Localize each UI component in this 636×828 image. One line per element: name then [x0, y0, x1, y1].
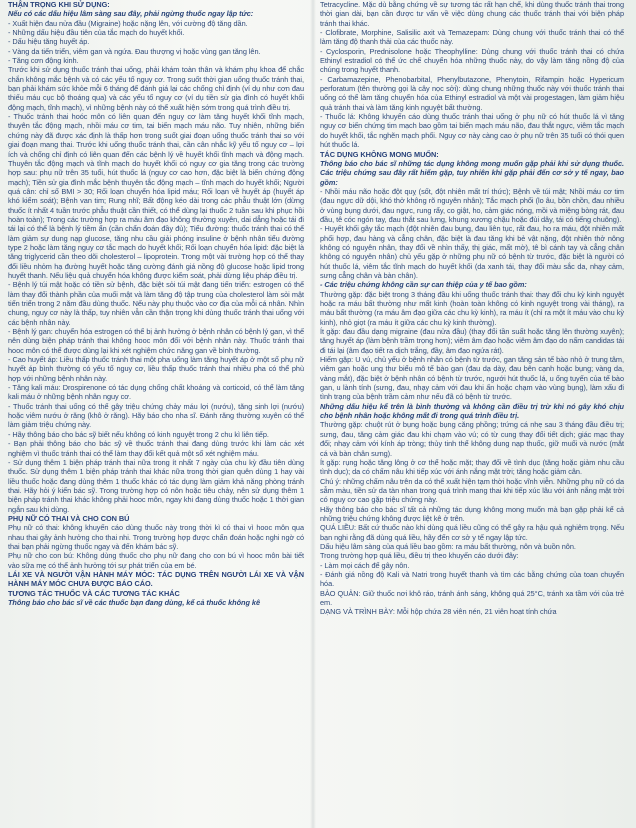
paragraph: Thường gặp: đặc biệt trong 3 tháng đầu khi uống thuốc tránh thai: thay đổi chu kỳ kinh nguyệt hoặc ra máu bất thường như mất kinh (hoàn toàn không có kinh nguyệt trong vài tháng), ra máu bất thường (ra máu âm đạo giữa các chu kỳ kinh), ra máu ít (chỉ ra một ít máu vào chu kỳ kinh), nhỏ giọt (ra máu ít giữa các chu kỳ kinh thường).: [320, 289, 624, 327]
paragraph: Hiếm gặp: U vú, chủ yếu ở bệnh nhân có bệnh từ trước, gan tăng sản tế bào nhỏ ở trung tâm, viêm gan hoặc ung thư biểu mô tế bào gan (đau dạ dày, đau bên cạnh hoặc bụng; vàng da, vàng mắt), đặc biệt ở bệnh nhân có bệnh từ trước, ngưới hút thuốc lá, u ống tuyến của tế bào gan, u lành tính (sưng, đau, nhạy cảm với đau khi ấn hoặc chạm vào vùng bụng), làm xấu đi tình trạng của bệnh trầm cảm như nếu đã có bệnh từ trước.: [320, 355, 624, 402]
paragraph: - Các triệu chứng không cần sự can thiệp của y tế bao gồm:: [320, 280, 527, 290]
paragraph: Phụ nữ có thai: không khuyến cáo dùng thuốc này trong thời kì có thai vì hooc môn qua nhau thai gây ảnh hưởng cho thai nhi. Trong trường hợp được chẩn đoán hoặc nghi ngờ có thai bạn phải ngừng thuốc ngay và đến khám bác sỹ.: [8, 523, 304, 551]
paragraph: - Những dấu hiệu đầu tiên của tắc mạch do huyết khối.: [8, 28, 185, 38]
paragraph: - Thuốc lá: Không khuyến cáo dùng thuốc tránh thai uống ở phụ nữ có hút thuốc lá vì tăng nguy cơ biến chứng tim mạch bao gồm tai biến mạch máu não, đau thắt ngực, viêm tắc mạch do huyết khối, tắc nghẽn mạch phổi. Nguy cơ này càng cao ở phụ nữ trên 35 tuổi có thói quen hút thuốc lá.: [320, 112, 624, 150]
paragraph: - Dấu hiệu tăng huyết áp.: [8, 37, 90, 47]
paragraph: - Nhồi máu não hoặc đột quỵ (sốt, đột nhiên mất trí thức); Bệnh về túi mật; Nhồi máu cơ tim (đau ngực dữ dội, khó thở không rõ nguyên nhân); Tắc mạch phổi (lo âu, bồn chồn, đau nhiều ở vùng bụng dưới, đau ngực, rung rẩy, co giật, ho, cảm giác nóng, mồi và miệng bỏng rát, đau đầu, tê cóc ngón tay, đau thắt sau lưng, khung xương chậu hoặc đùi dây, tái có tiếng chuông).: [320, 186, 624, 224]
paragraph: LÁI XE VÀ NGƯỜI VẬN HÀNH MÁY MÓC: TÁC DỤNG TRÊN NGƯỜI LÁI XE VÀ VẬN HÀNH MÁY MÓC CHƯA ĐƯỢC BÁO CÁO.: [8, 569, 304, 589]
paragraph: Trước khi sử dụng thuốc tránh thai uống, phải khám toàn thân và khám phụ khoa để chắc chắn không mắc bệnh và có các yếu tố nguy cơ. Trong suốt thời gian uống thuốc tránh thai, bạn phải khám sức khỏe mỗi 6 tháng để đánh giá lại các chống chỉ định (ví dụ như cơn đau thiếu máu cục bộ thoáng qua) và các yếu tố nguy cơ (ví dụ tiền sử gia đình có huyết khối động mạch, tĩnh mạch), vì những bệnh này có thể xuất hiện sớm trong quá trình điều trị.: [8, 65, 304, 112]
paragraph: Ít gặp: đau đầu dạng migraine (đau nửa đầu) (thay đổi tần suất hoặc tăng lên thường xuyên); tăng huyết áp (làm bệnh trầm trọng hơn); viêm âm đạo hoặc viêm âm đạo do nấm candidas tái đi tái lại (âm đạo tiết ra dịch trắng, đầy, âm đạo ngứa rát).: [320, 327, 624, 355]
paragraph: - Xuất hiện đau nửa đầu (Migraine) hoặc nặng lên, với cường độ tăng dần.: [8, 18, 248, 28]
paragraph: - Thuốc tránh thai hoóc môn có liên quan đến nguy cơ làm tăng huyết khối tĩnh mạch, thuyên tắc động mạch, nhồi máu cơ tim, tai biến mạch máu não. Tuy nhiên, những biến chứng này đã được xác định là thấp hơn trong suốt giai đoạn uống thuốc tránh thai so với giai đoạn mang thai. Trước khi uống thuốc tránh thai, cần cân nhắc kỹ yếu tố nguy cơ – lợi ích và chống chỉ định có liên quan đến các bệnh lý về huyết khối tĩnh mạch và động mạch. Thuyên tắc động mạch và tĩnh mạch do huyết khối có nguy cơ gia tăng trong các trường hợp sau: phụ nữ trên 35 tuổi, hút thuốc lá (nguy cơ cao hơn, đặc biệt là biến chứng động mạch); Tiền sử gia đình mắc bệnh thuyên tắc động mạch – tĩnh mạch do huyết khối; Người quá cân: chỉ số BMI > 30; Rối loạn chuyển hóa lipid máu; Rối loạn về huyết áp (huyết áp khó kiểm soát); Bệnh van tim; Rung nhĩ; Bất động kéo dài trong các phẫu thuật lớn (dừng thuốc ít nhất 4 tuần trước phẫu thuật cần thiết, có thể dùng lại thuốc 2 tuần sau khi phục hồi hoàn toàn); Trong các trường hợp ra máu âm đạo không thường xuyên, dai dẳng hoặc tái đi tái lại có thể là bệnh lý tiềm ẩn (cần chẩn đoán đầy đủ); Tiểu đường: thuốc tránh thai có thể làm giảm sự dung nạp glucose, tăng nhu cầu giải phóng insuline ở bệnh nhân tiểu đường type 2 hoặc làm tăng nguy cơ tắc mạch do huyết khối; Rối loạn chuyển hóa lipid: đặc biệt là tăng triglycerid cần theo dõi cholesterol – lipoprotein. Trong một vài trường hợp có thể thay đổi liều nhỏm hạ đường huyết hoặc tăng cường đánh giá nồng độ glucose hoặc lipid trong huyết thanh. Nếu liệu quả chuyển hóa không được kiểm soát, phải dừng liệu pháp điều trị.: [8, 112, 304, 280]
paragraph: QUÁ LIỀU: Bất cứ thuốc nào khi dùng quá liều cũng có thể gây ra hậu quả nghiêm trọng. Nếu bạn nghi rằng đã dùng quá liều, hãy đến cơ sở y tế ngay lập tức.: [320, 523, 624, 542]
paragraph: - Hãy thông báo cho bác sỹ biết nếu không có kinh nguyệt trong 2 chu kì liên tiếp.: [8, 429, 269, 439]
paragraph: BẢO QUẢN: Giữ thuốc nơi khô ráo, tránh ánh sáng, không quá 25°C, tránh xa tầm với của trẻ em.: [320, 588, 624, 607]
paragraph: - Sử dụng thêm 1 biện pháp tránh thai nữa trong ít nhất 7 ngày của chu kỳ đầu tiên dùng thuốc. Sử dụng thêm 1 biện pháp tránh thai khác nữa trong thời gian quên dùng 1 hay vài liều thuốc hoặc đang dùng thêm 1 thuốc khác có tác dụng làm giảm khả năng phòng tránh thai. Hãy hỏi ý kiến bác sỹ. Trong trường hợp có nôn hoặc tiêu chảy, nên sử dụng thêm 1 biện pháp tránh thai khác không phải hooc môn, ngay khi đang dùng thuốc hoặc 1 thời gian ngắn sau khi dùng.: [8, 457, 304, 514]
paragraph: - Cao huyết áp: Liều thấp thuốc tránh thai một pha uống làm tăng huyết áp ở một số phụ nữ huyết áp bình thường có yếu tố nguy cơ, liều thấp thuốc tránh thai nhiều pha có thể phù hợp với những bệnh nhân này.: [8, 355, 304, 383]
paragraph: Những dấu hiệu kể trên là bình thường và không cần điều trị trừ khi nó gây khó chịu cho bệnh nhân hoặc không mất đi trong quá trình điều trị.: [320, 401, 624, 421]
paragraph: THẬN TRỌNG KHI SỬ DỤNG:: [8, 0, 110, 9]
paragraph: - Clofibrate, Morphine, Salisilic axit và Temazepam: Dùng chung với thuốc tránh thai có thể làm tăng độ thanh thải của các thuốc này.: [320, 28, 624, 47]
paragraph: - Tăng kali máu: Drospirenone có tác dụng chống chất khoáng và corticoid, có thể làm tăng kali máu ở những bệnh nhân nguy cơ.: [8, 383, 304, 402]
paragraph: - Cyclosporin, Prednisolone hoặc Theophylline: Dùng chung với thuốc tránh thai có chứa Ethinyl estradiol có thể ức chế chuyển hóa những thuốc này, do vậy làm tăng nồng độ của chúng trong huyết thanh.: [320, 46, 624, 75]
paragraph: Phụ nữ cho con bú: Không dùng thuốc cho phụ nữ đang cho con bú vì hooc môn bài tiết vào sữa mẹ có thể ảnh hưởng tới sự phát triển của em bé.: [8, 551, 304, 570]
paragraph: Thông báo cho bác sĩ về các thuốc bạn đang dùng, kể cả thuốc không kê: [8, 598, 260, 607]
paragraph: - Tăng cơn động kinh.: [8, 56, 79, 66]
paragraph: - Vàng da tiến triển, viêm gan và ngứa. Đau thượng vị hoặc vùng gan tăng lên.: [8, 46, 261, 56]
paragraph: Dấu hiệu lâm sàng của quá liều bao gồm: ra máu bất thường, nôn và buồn nôn.: [320, 541, 576, 551]
paragraph: - Thuốc tránh thai uống có thể gây triệu chứng chảy máu lợi (nướu), tăng sinh lợi (nướu) hoặc viêm nướu ở răng (khô ở răng). Hãy báo cho nha sĩ. Đánh răng thường xuyên có thể làm giảm triệu chứng này.: [8, 401, 304, 430]
paragraph: TÁC DỤNG KHÔNG MONG MUỐN:: [320, 149, 439, 159]
paragraph: - Đánh giá nồng độ Kali và Natri trong huyết thanh và tìm các bằng chứng của toan chuyển hóa.: [320, 569, 624, 589]
paragraph: Nếu có các dấu hiệu lâm sàng sau đây, phải ngừng thuốc ngay lập tức:: [8, 9, 254, 19]
paragraph: Hãy thông báo cho bác sĩ tất cả những tác dụng không mong muốn mà bạn gặp phải kể cả những triệu chứng không được liệt kê ở trên.: [320, 504, 624, 523]
right-column: [320, 0, 624, 828]
paragraph: DẠNG VÀ TRÌNH BÀY: Mỗi hộp chứa 28 viên nén, 21 viên hoạt tính chứa: [320, 607, 557, 617]
paragraph: - Bệnh lý túi mật hoặc có tiền sử bệnh, đặc biệt sỏi túi mật đang tiến triển: estrogen có thể làm thay đổi thành phần của muối mật và làm tăng độ tập trung của cholesterol làm sỏi mật tiến triển trong 2 năm đầu dùng thuốc. Nếu này phụ thuộc vào cơ địa của mỗi cá nhân. Nhìn chung, nguy cơ này là thấp, tuy nhiên vẫn cần thận trọng khi dùng thuốc tránh thai uống với các bệnh nhân này.: [8, 280, 304, 327]
paragraph: TƯƠNG TÁC THUỐC VÀ CÁC TƯƠNG TÁC KHÁC: [8, 588, 180, 598]
paragraph: Chú ý: những chấm nâu trên da có thể xuất hiện tạm thời hoặc vĩnh viễn. Những phụ nữ có da sẫm màu, tiền sử da tàn nhan trong quá trình mang thai khi tiếp xúc lâu với ánh nắng mặt trời có nguy cơ cao gặp triệu chứng này.: [320, 476, 624, 505]
paragraph: - Carbamazepine, Phenobarbital, Phenylbutazone, Phenytoin, Rifampin hoặc Hypericum perforatum (tên thường gọi là cây nọc sởi): dùng chung những thuốc này với thuốc tránh thai uống có thể làm tăng chuyển hóa của Ethinyl estradiol và một vài progestagen, làm giảm hiệu quả tránh thai và làm tăng kinh nguyệt bất thường.: [320, 74, 624, 112]
paragraph: Thông báo cho bác sĩ những tác dụng không mong muốn gặp phải khi sử dụng thuốc. Các triệu chứng sau đây rất hiếm gặp, tuy nhiên khi gặp phải đến cơ sở y tế ngay, bao gồm:: [320, 158, 624, 187]
paragraph: Tetracycline. Mặc dù bằng chứng về sự tương tác rất hạn chế, khi dùng thuốc tránh thai trong thời gian dài, bạn cần được tư vấn về việc dùng chung các thuốc tránh thai với biện pháp tránh thai khác.: [320, 0, 624, 28]
paragraph: - Huyết khối gây tắc mạch (đột nhiên đau bụng, đau liên tục, rất đau, ho ra máu, đột nhiên mất phối hợp, đau hàng và cẳng chân, đặc biệt là đau tăng khi bẻ vật nặng, đột nhiên thở nông không có nguyên nhân, thay đổi về nhìn thấy, thị giác, mất mờ), tê bì cánh tay và cẳng chân không có nguyên nhân) chủ yếu gặp ở những phụ nữ có bệnh từ trước, đặc biệt là người có hút thuốc lá, viêm tắc tĩnh mạch do huyết khối (da xanh tái, thay đổi màu sắc da, nhạy cảm, sưng cẳng chân và bàn chân).: [320, 224, 624, 280]
paragraph: PHỤ NỮ CÓ THAI VÀ CHO CON BÚ: [8, 513, 130, 523]
paragraph: Ít gặp: rụng hoặc tăng lông ở cơ thể hoặc mặt; thay đổi về tình dục (tăng hoặc giảm nhu cầu tình dục); da có chấm nâu khi tiếp xúc với ánh nắng mặt trời; tăng hoặc giảm cân.: [320, 457, 624, 477]
paper-fold: [310, 0, 316, 828]
paragraph: - Làm mọi cách để gây nôn.: [320, 560, 410, 570]
paragraph: - Bệnh lý gan: chuyển hóa estrogen có thể bị ảnh hưởng ở bệnh nhân có bệnh lý gan, vì thế nên dùng biện pháp tránh thai không hooc môn đối với bệnh nhân này. Thuốc tránh thai hooc môn có thể được dùng lại khi xét nghiệm chức năng gan về bình thường.: [8, 327, 304, 355]
paragraph: - Bạn phải thông báo cho bác sỹ về thuốc tránh thai đang dùng trước khi làm các xét nghiệm vì thuốc tránh thai có thể làm thay đổi kết quả một số xét nghiệm máu.: [8, 439, 304, 458]
paragraph: Thường gặp: chuột rút ở bụng hoặc bụng căng phồng; trứng cá nhẹ sau 3 tháng đầu điều trị; sưng, đau, tăng cảm giác đau khi chạm vào vú; có từ cung thay đổi tiết dịch; giác mạc thay đổi; nhạy cảm với kính áp tròng; thủy tinh thể không dung nạp thuốc, giữ muối và nước (mắt cá và bàn chân sưng).: [320, 420, 624, 458]
left-column: [8, 0, 304, 828]
paragraph: Trong trường hợp quá liều, điều trị theo khuyến cáo dưới đây:: [320, 551, 519, 561]
